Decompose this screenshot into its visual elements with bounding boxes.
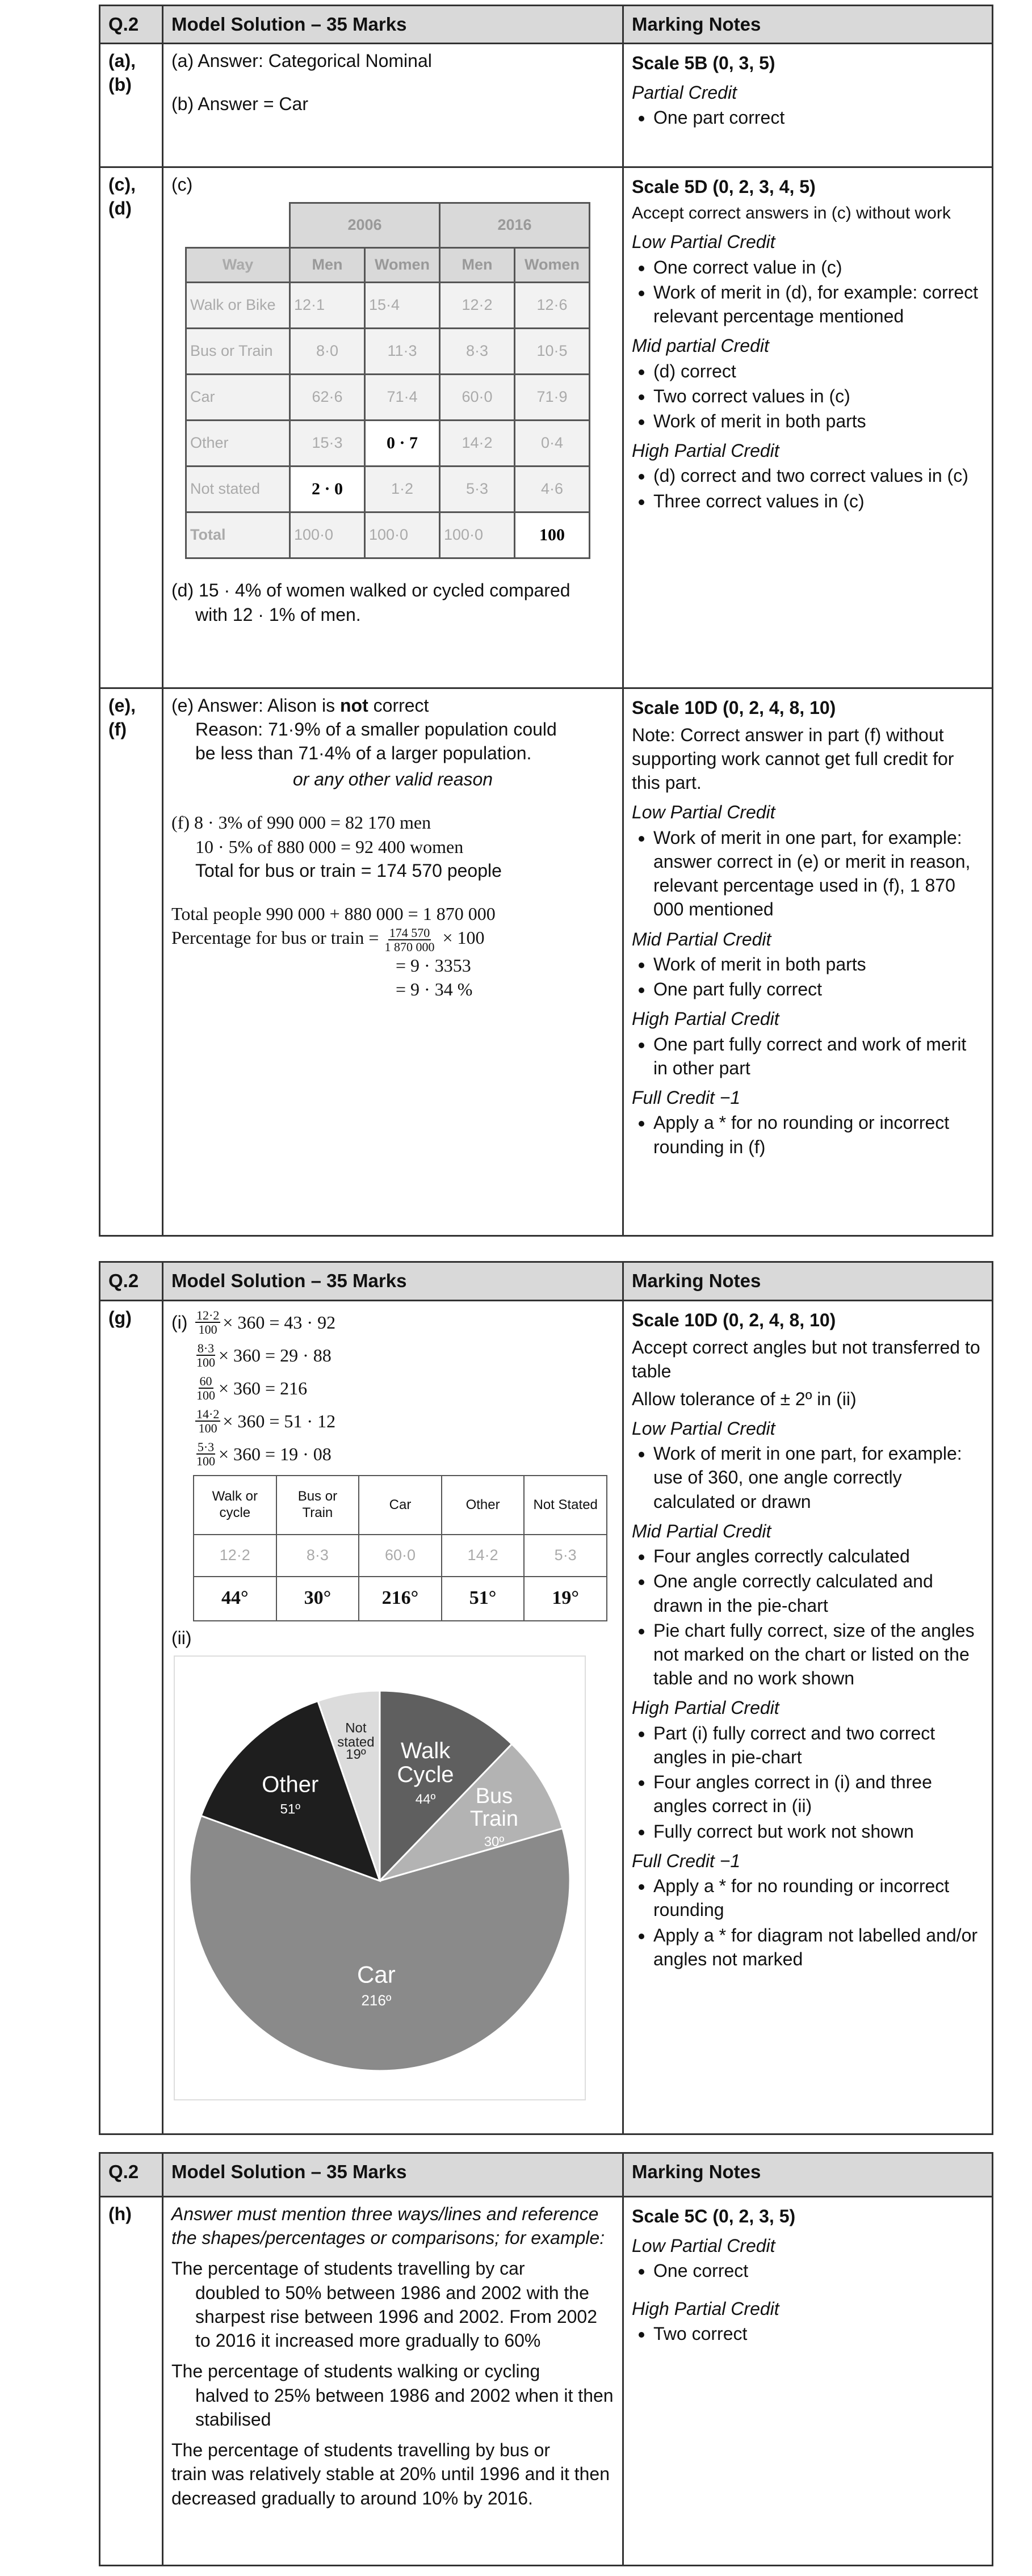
low-partial-credit-label: Low Partial Credit: [632, 2235, 775, 2256]
part-label-line: (d): [108, 197, 132, 218]
calc-row: $\frac{60}{100}$ × 360 = 216: [196, 1373, 308, 1402]
cell-value: 8·0: [290, 329, 365, 375]
col-header-way: Way: [186, 248, 290, 283]
year-2016-header: 2016: [440, 203, 590, 248]
col-header: Walk or cycle: [194, 1476, 276, 1535]
list-item: • Three correct values in (c): [653, 489, 984, 513]
table-header-row: [100, 2153, 993, 2197]
pie-label-text: Train: [469, 1807, 519, 1831]
pie-label-text: Walk: [400, 1738, 451, 1764]
answer-a: (a) Answer: Categorical Nominal: [171, 50, 432, 71]
year-2006-header: 2006: [290, 203, 440, 248]
list-item: • Work of merit in both parts: [653, 952, 984, 976]
cell-value: 15·3: [290, 421, 365, 467]
list-item: • Fully correct but work not shown: [653, 1819, 984, 1843]
list-item: • Two correct: [653, 2322, 984, 2346]
high-partial-credit-label: High Partial Credit: [632, 1008, 779, 1029]
high-credit-list: [632, 1032, 984, 1080]
marking-table-2: [99, 1261, 993, 2135]
point-car-rest: doubled to 50% between 1986 and 2002 with the sharpest rise between 1996 and 2002. From 2002 to 2016 it increased more gradually to 60%: [195, 2282, 598, 2351]
notes-ab: [623, 43, 993, 167]
list-item: • Apply a * for no rounding or incorrect rounding: [653, 1874, 984, 1922]
accept-note: Accept correct angles but not transferred to table: [632, 1337, 980, 1382]
other-reason-note: or any other valid reason: [292, 769, 493, 790]
marking-notes-header: Marking Notes: [623, 2153, 993, 2197]
point-bus-line1: The percentage of students travelling by bus or: [171, 2440, 551, 2461]
pie-label: [357, 1961, 396, 2008]
solution-cd: [163, 167, 623, 688]
year-header-row: [186, 203, 590, 248]
notes-g: [623, 1300, 993, 2134]
marking-notes-header: Marking Notes: [623, 1262, 993, 1301]
mid-partial-credit-label: Mid partial Credit: [632, 335, 769, 356]
cell-value: 10·5: [515, 329, 590, 375]
part-label-h: (h): [100, 2196, 163, 2565]
cell-value: 5·3: [524, 1535, 607, 1577]
result-line2: = 9 · 34 %: [396, 979, 473, 1000]
low-credit-list: [632, 826, 984, 922]
point-car-line1: The percentage of students travelling by car: [171, 2258, 525, 2279]
angle-table-header: [194, 1476, 607, 1535]
table-row: [186, 467, 590, 512]
cell-value: 12·2: [194, 1535, 276, 1577]
cell-value: 14·2: [442, 1535, 525, 1577]
list-item: • One angle correctly calculated and drawn in the pie-chart: [653, 1569, 984, 1617]
col-header-women-2006: Women: [365, 248, 440, 283]
list-item: • One part correct: [653, 106, 984, 129]
answer-b: (b) Answer = Car: [171, 93, 308, 114]
low-credit-list: [632, 255, 984, 329]
answer-cell: 2 · 0: [290, 467, 365, 512]
row-way: Total: [186, 512, 290, 558]
question-number-header: Q.2: [100, 1262, 163, 1301]
list-item: • Two correct values in (c): [653, 384, 984, 408]
cell-value: 1·2: [365, 467, 440, 512]
calc-women: 10 · 5% of 880 000 = 92 400 women: [195, 836, 464, 857]
cell-value: 14·2: [440, 421, 515, 467]
solution-ef: [163, 688, 623, 1236]
list-item: • Four angles correct in (i) and three angles correct in (ii): [653, 1770, 984, 1818]
solution-g: [163, 1300, 623, 2134]
percentage-line: Percentage for bus or train = $\frac{174 570}{1 870 000}$ × 100: [171, 925, 485, 955]
solution-ab: [163, 43, 623, 167]
angle-table: [193, 1475, 607, 1621]
notes-h: [623, 2196, 993, 2565]
reason-line1: Reason: 71·9% of a smaller population could: [195, 718, 557, 739]
cell-value: 8·3: [276, 1535, 359, 1577]
notes-cd: [623, 167, 993, 688]
high-partial-credit-label: High Partial Credit: [632, 440, 779, 461]
full-credit-list: [632, 1874, 984, 1971]
cell-value: 60·0: [359, 1535, 442, 1577]
row-way: Not stated: [186, 467, 290, 512]
cell-value: 0·4: [515, 421, 590, 467]
cell-value: 100·0: [440, 512, 515, 558]
tolerance-note: Allow tolerance of ± 2º in (ii): [632, 1388, 857, 1409]
cell-value: 12·1: [290, 283, 365, 329]
mid-partial-credit-label: Mid Partial Credit: [632, 1520, 771, 1541]
cell-value: 11·3: [365, 329, 440, 375]
angle-cell: 19°: [524, 1577, 607, 1621]
table-row: [186, 283, 590, 329]
marking-notes-header: Marking Notes: [623, 6, 993, 44]
row-way: Bus or Train: [186, 329, 290, 375]
part-label-ef: [100, 688, 163, 1236]
calc-row: $\frac{8\cdot 3}{100}$ × 360 = 29 · 88: [196, 1340, 332, 1369]
calc-list: [171, 1306, 614, 1470]
cell-value: 100·0: [365, 512, 440, 558]
low-credit-list: [632, 2259, 984, 2283]
answer-cell: 0 · 7: [365, 421, 440, 467]
part-label-ab: [100, 43, 163, 167]
high-partial-credit-label: High Partial Credit: [632, 2298, 779, 2319]
part-c-label: (c): [171, 174, 193, 195]
table-header-row: [100, 6, 993, 44]
table-row-total: [186, 512, 590, 558]
part-label-line: (b): [108, 74, 132, 95]
low-credit-list: [632, 1442, 984, 1514]
point-walk-rest: halved to 25% between 1986 and 2002 when it then stabilised: [195, 2385, 614, 2430]
cell-value: 71·9: [515, 375, 590, 421]
cell-value: 60·0: [440, 375, 515, 421]
row-way: Other: [186, 421, 290, 467]
marking-table-1: [99, 5, 993, 1237]
table-row: [186, 421, 590, 467]
list-item: • Work of merit in (d), for example: correct relevant percentage mentioned: [653, 280, 984, 328]
note-text: Note: Correct answer in part (f) without supporting work cannot get full credit for this part.: [632, 724, 954, 793]
angle-cell: 216°: [359, 1577, 442, 1621]
cell-value: 12·2: [440, 283, 515, 329]
part-label-cd: [100, 167, 163, 688]
pie-angle-label: 19º: [346, 1746, 366, 1762]
angle-cell: 44°: [194, 1577, 276, 1621]
point-walk-line1: The percentage of students walking or cycling: [171, 2361, 540, 2382]
total-people: Total people 990 000 + 880 000 = 1 870 000: [171, 904, 496, 924]
notes-ef: [623, 688, 993, 1236]
model-solution-header: Model Solution – 35 Marks: [163, 1262, 623, 1301]
row-ab: [100, 43, 993, 167]
low-partial-credit-label: Low Partial Credit: [632, 232, 775, 253]
answer-cell: 100: [515, 512, 590, 558]
mid-credit-list: [632, 359, 984, 434]
col-header: Bus or Train: [276, 1476, 359, 1535]
intro-text: Answer must mention three ways/lines and reference the shapes/percentages or comparisons; for example:: [171, 2203, 605, 2249]
scale-label: Scale 5B (0, 3, 5): [632, 52, 775, 73]
scale-label: Scale 10D (0, 2, 4, 8, 10): [632, 1309, 836, 1330]
table-row: [186, 329, 590, 375]
col-header: Car: [359, 1476, 442, 1535]
transport-data-table: [185, 202, 590, 560]
partial-credit-label: Partial Credit: [632, 82, 737, 103]
list-item: • Pie chart fully correct, size of the angles not marked on the chart or listed on the table and no work shown: [653, 1619, 984, 1691]
answer-d-line2: with 12 · 1% of men.: [195, 604, 361, 625]
pie-label-text: stated: [337, 1734, 375, 1750]
accept-note: Accept correct answers in (c) without work: [632, 203, 951, 222]
cell-value: 100·0: [290, 512, 365, 558]
calc-row: (i) $\frac{12\cdot 2}{100}$ × 360 = 43 · 92: [171, 1308, 336, 1337]
list-item: • Work of merit in both parts: [653, 409, 984, 433]
model-solution-header: Model Solution – 35 Marks: [163, 2153, 623, 2197]
answer-d-line1: (d) 15 · 4% of women walked or cycled compared: [171, 580, 570, 601]
cell-value: 62·6: [290, 375, 365, 421]
full-credit-label: Full Credit −1: [632, 1850, 741, 1871]
question-number-header: Q.2: [100, 2153, 163, 2197]
answer-e: (e) Answer: Alison is not correct: [171, 695, 429, 716]
mid-credit-list: [632, 952, 984, 1001]
high-credit-list: [632, 2322, 984, 2346]
angle-table-angles: [194, 1577, 607, 1621]
row-h: [100, 2196, 993, 2565]
pie-angle-label: 216º: [361, 1991, 392, 2009]
list-item: • One correct value in (c): [653, 255, 984, 279]
low-partial-credit-label: Low Partial Credit: [632, 1418, 775, 1439]
cell-value: 4·6: [515, 467, 590, 512]
list-item: • One correct: [653, 2259, 984, 2283]
cell-value: 12·6: [515, 283, 590, 329]
list-item: • One part fully correct: [653, 977, 984, 1001]
full-credit-list: [632, 1111, 984, 1158]
part-label-line: (a),: [108, 50, 136, 71]
calc-men: (f) 8 · 3% of 990 000 = 82 170 men: [171, 812, 431, 833]
table-row: [186, 375, 590, 421]
pie-label-text: Car: [357, 1961, 396, 1988]
part-label-line: (c),: [108, 174, 136, 195]
scale-label: Scale 5D (0, 2, 3, 4, 5): [632, 176, 816, 197]
mid-credit-list: [632, 1544, 984, 1690]
part-label-g: (g): [100, 1300, 163, 2134]
row-way: Car: [186, 375, 290, 421]
marking-table-3: [99, 2152, 993, 2566]
cell-value: 5·3: [440, 467, 515, 512]
mid-partial-credit-label: Mid Partial Credit: [632, 928, 771, 949]
list-item: • Work of merit in one part, for example: answer correct in (e) or merit in reason, relevant percentage used in (f), 1 870 000 mentioned: [653, 826, 984, 922]
angle-cell: 51°: [442, 1577, 525, 1621]
pie-angle-label: 51º: [280, 1801, 301, 1817]
list-item: • (d) correct: [653, 359, 984, 383]
list-item: • (d) correct and two correct values in (c): [653, 464, 984, 488]
part-ii-label: (ii): [171, 1627, 192, 1648]
low-partial-credit-label: Low Partial Credit: [632, 802, 775, 823]
row-way: Walk or Bike: [186, 283, 290, 329]
fraction: $\frac{174 570}{1 870 000}$: [384, 925, 435, 955]
pie-angle-label: 30º: [484, 1834, 505, 1850]
question-number-header: Q.2: [100, 6, 163, 44]
angle-cell: 30°: [276, 1577, 359, 1621]
high-partial-credit-label: High Partial Credit: [632, 1697, 779, 1718]
pie-chart: [175, 1657, 585, 2099]
col-header: Not Stated: [524, 1476, 607, 1535]
list-item: • Work of merit in one part, for example: use of 360, one angle correctly calculated or drawn: [653, 1442, 984, 1514]
row-cd: [100, 167, 993, 688]
pie-angle-label: 44º: [415, 1792, 436, 1808]
full-credit-label: Full Credit −1: [632, 1087, 741, 1108]
pie-label-text: Cycle: [397, 1762, 454, 1788]
result-line1: = 9 · 3353: [396, 955, 471, 976]
table-header-row: [100, 1262, 993, 1301]
reason-line2: be less than 71·4% of a larger population.: [195, 743, 532, 764]
scale-label: Scale 5C (0, 2, 3, 5): [632, 2205, 796, 2226]
high-credit-list: [632, 464, 984, 512]
pie-label-text: Other: [262, 1772, 319, 1797]
part-label-line: (f): [108, 718, 127, 739]
list-item: • Apply a * for no rounding or incorrect rounding in (f): [653, 1111, 984, 1158]
cell-value: 8·3: [440, 329, 515, 375]
pie-label-text: Bus: [475, 1784, 513, 1809]
list-item: • Four angles correctly calculated: [653, 1544, 984, 1568]
model-solution-header: Model Solution – 35 Marks: [163, 6, 623, 44]
cell-value: 71·4: [365, 375, 440, 421]
col-header-women-2016: Women: [515, 248, 590, 283]
list-item: • One part fully correct and work of merit in other part: [653, 1032, 984, 1080]
angle-table-values: [194, 1535, 607, 1577]
col-header-men-2016: Men: [440, 248, 515, 283]
list-item: • Part (i) fully correct and two correct angles in pie-chart: [653, 1721, 984, 1769]
cell-value: 15·4: [365, 283, 440, 329]
col-header: Other: [442, 1476, 525, 1535]
col-header-men-2006: Men: [290, 248, 365, 283]
row-g: [100, 1300, 993, 2134]
calc-row: $\frac{5\cdot 3}{100}$ × 360 = 19 · 08: [196, 1439, 332, 1468]
scale-label: Scale 10D (0, 2, 4, 8, 10): [632, 697, 836, 718]
part-label-line: (e),: [108, 695, 136, 716]
point-bus-rest: train was relatively stable at 20% until 1996 and it then decreased gradually to around 10% by 2016.: [171, 2464, 610, 2508]
partial-credit-list: [632, 106, 984, 129]
high-credit-list: [632, 1721, 984, 1843]
pie-label-text: Not: [345, 1720, 367, 1736]
column-header-row: [186, 248, 590, 283]
pie-chart-frame: [174, 1655, 586, 2100]
row-ef: [100, 688, 993, 1236]
solution-h: [163, 2196, 623, 2565]
list-item: • Apply a * for diagram not labelled and/or angles not marked: [653, 1923, 984, 1971]
calc-total-bus-train: Total for bus or train = 174 570 people: [195, 860, 502, 881]
calc-row: $\frac{14\cdot 2}{100}$ × 360 = 51 · 12: [196, 1406, 336, 1435]
